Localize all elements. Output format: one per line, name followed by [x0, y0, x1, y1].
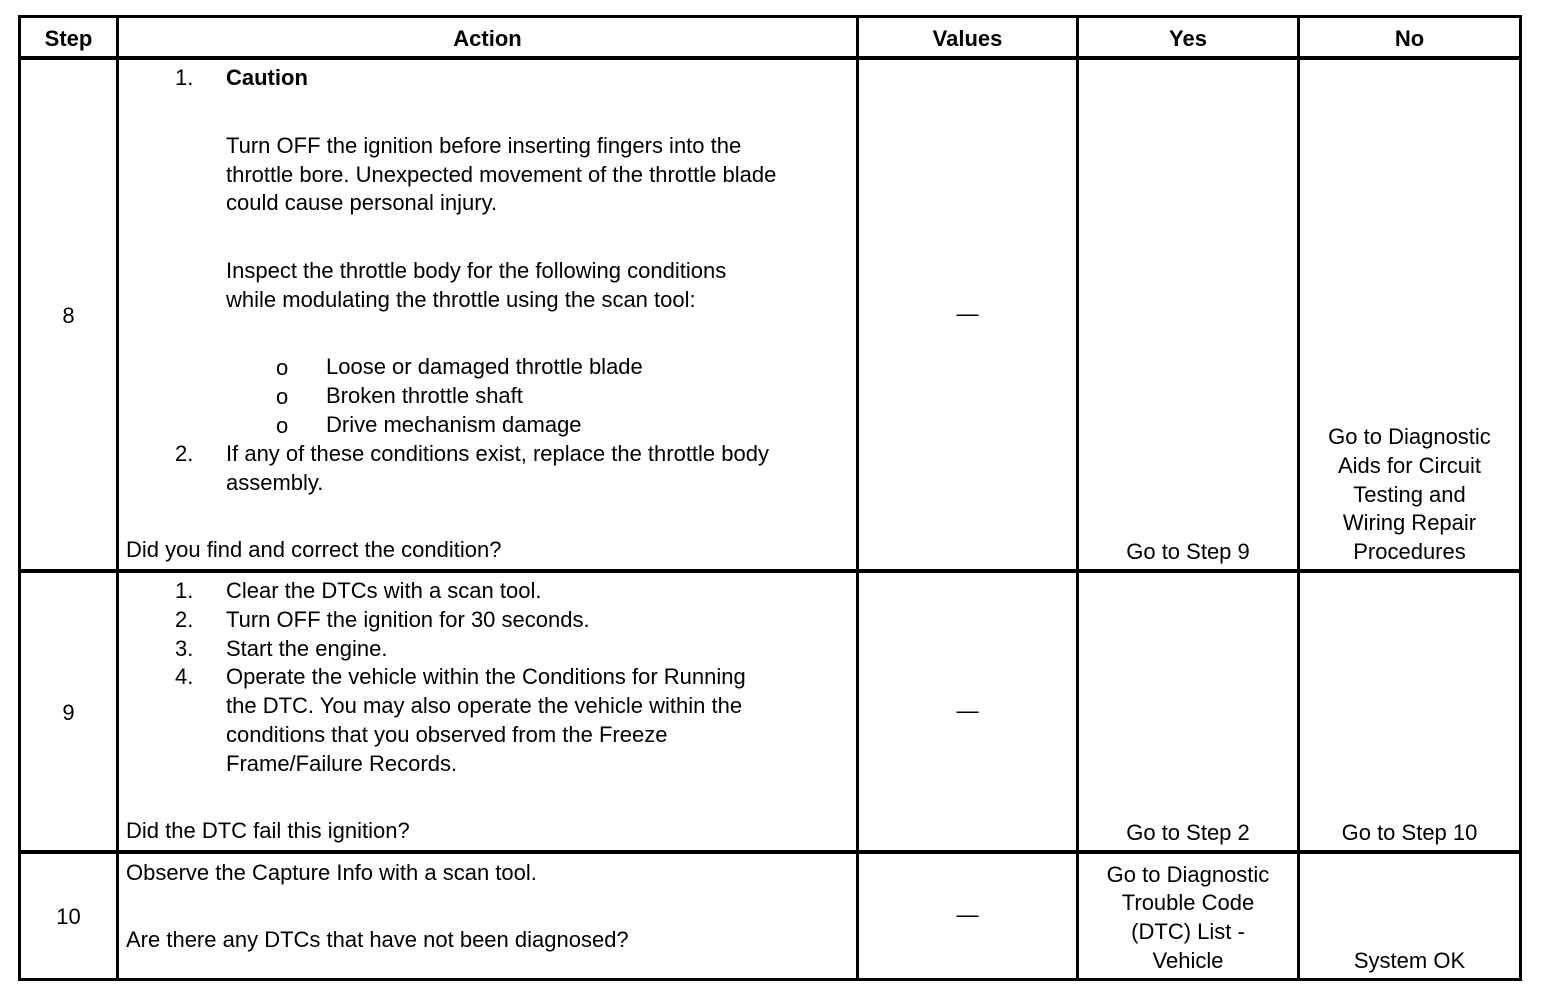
action-text-line: assembly.	[226, 470, 324, 495]
header-step: Step	[44, 26, 93, 51]
no-text-line: Procedures	[1353, 539, 1466, 564]
bullet-marker: o	[276, 355, 289, 380]
question-text: Are there any DTCs that have not been diagnosed?	[126, 927, 629, 952]
yes-text-line: Vehicle	[1152, 948, 1224, 973]
action-text-line: Clear the DTCs with a scan tool.	[226, 578, 542, 603]
header-yes: Yes	[1169, 26, 1207, 51]
action-text-line: Frame/Failure Records.	[226, 751, 458, 776]
yes-text-line: Trouble Code	[1121, 890, 1255, 915]
step-number: 8	[62, 303, 75, 328]
yes-text: Go to Step 9	[1126, 539, 1250, 564]
values-dash: —	[956, 698, 979, 723]
no-text-line: Aids for Circuit	[1337, 453, 1482, 478]
step-number: 9	[62, 700, 75, 725]
action-text-line: the DTC. You may also operate the vehicle within the	[226, 693, 743, 718]
values-dash: —	[956, 301, 979, 326]
list-number: 1.	[175, 65, 194, 90]
no-text-line: Go to Diagnostic	[1328, 424, 1491, 449]
action-text-line: conditions that you observed from the Freeze	[226, 722, 668, 747]
inspect-text-line: while modulating the throttle using the scan tool:	[226, 287, 696, 312]
no-text: Go to Step 10	[1341, 820, 1478, 845]
action-text-line: Operate the vehicle within the Conditions for Running	[226, 664, 746, 689]
bullet-item: Broken throttle shaft	[326, 383, 523, 408]
header-action: Action	[453, 26, 522, 51]
list-number: 2.	[175, 441, 194, 466]
yes-text-line: (DTC) List -	[1131, 919, 1245, 944]
action-text-line: Start the engine.	[226, 636, 388, 661]
header-no: No	[1394, 26, 1425, 51]
caution-label: Caution	[226, 65, 308, 90]
list-number: 3.	[175, 636, 194, 661]
caution-text-line: could cause personal injury.	[226, 190, 498, 215]
bullet-marker: o	[276, 384, 289, 409]
action-text-line: If any of these conditions exist, replace the throttle body	[226, 441, 769, 466]
header-divider	[18, 56, 1522, 60]
no-text-line: Wiring Repair	[1342, 510, 1477, 535]
row-divider	[18, 850, 1522, 854]
bullet-item: Loose or damaged throttle blade	[326, 354, 643, 379]
list-number: 2.	[175, 607, 194, 632]
yes-text: Go to Step 2	[1126, 820, 1250, 845]
action-text-line: Observe the Capture Info with a scan tool.	[126, 860, 537, 885]
caution-text-line: throttle bore. Unexpected movement of the throttle blade	[226, 162, 777, 187]
column-divider	[856, 15, 859, 981]
values-dash: —	[956, 902, 979, 927]
step-number: 10	[56, 904, 81, 929]
inspect-text-line: Inspect the throttle body for the following conditions	[226, 258, 727, 283]
no-text: System OK	[1353, 948, 1466, 973]
yes-text-line: Go to Diagnostic	[1106, 862, 1270, 887]
row-divider	[18, 569, 1522, 573]
action-text-line: Turn OFF the ignition for 30 seconds.	[226, 607, 590, 632]
question-text: Did the DTC fail this ignition?	[126, 818, 410, 843]
column-divider	[116, 15, 119, 981]
list-number: 4.	[175, 664, 194, 689]
bullet-item: Drive mechanism damage	[326, 412, 582, 437]
bullet-marker: o	[276, 413, 289, 438]
caution-text-line: Turn OFF the ignition before inserting fingers into the	[226, 133, 742, 158]
header-values: Values	[932, 26, 1003, 51]
no-text-line: Testing and	[1353, 482, 1466, 507]
list-number: 1.	[175, 578, 194, 603]
question-text: Did you find and correct the condition?	[126, 537, 502, 562]
